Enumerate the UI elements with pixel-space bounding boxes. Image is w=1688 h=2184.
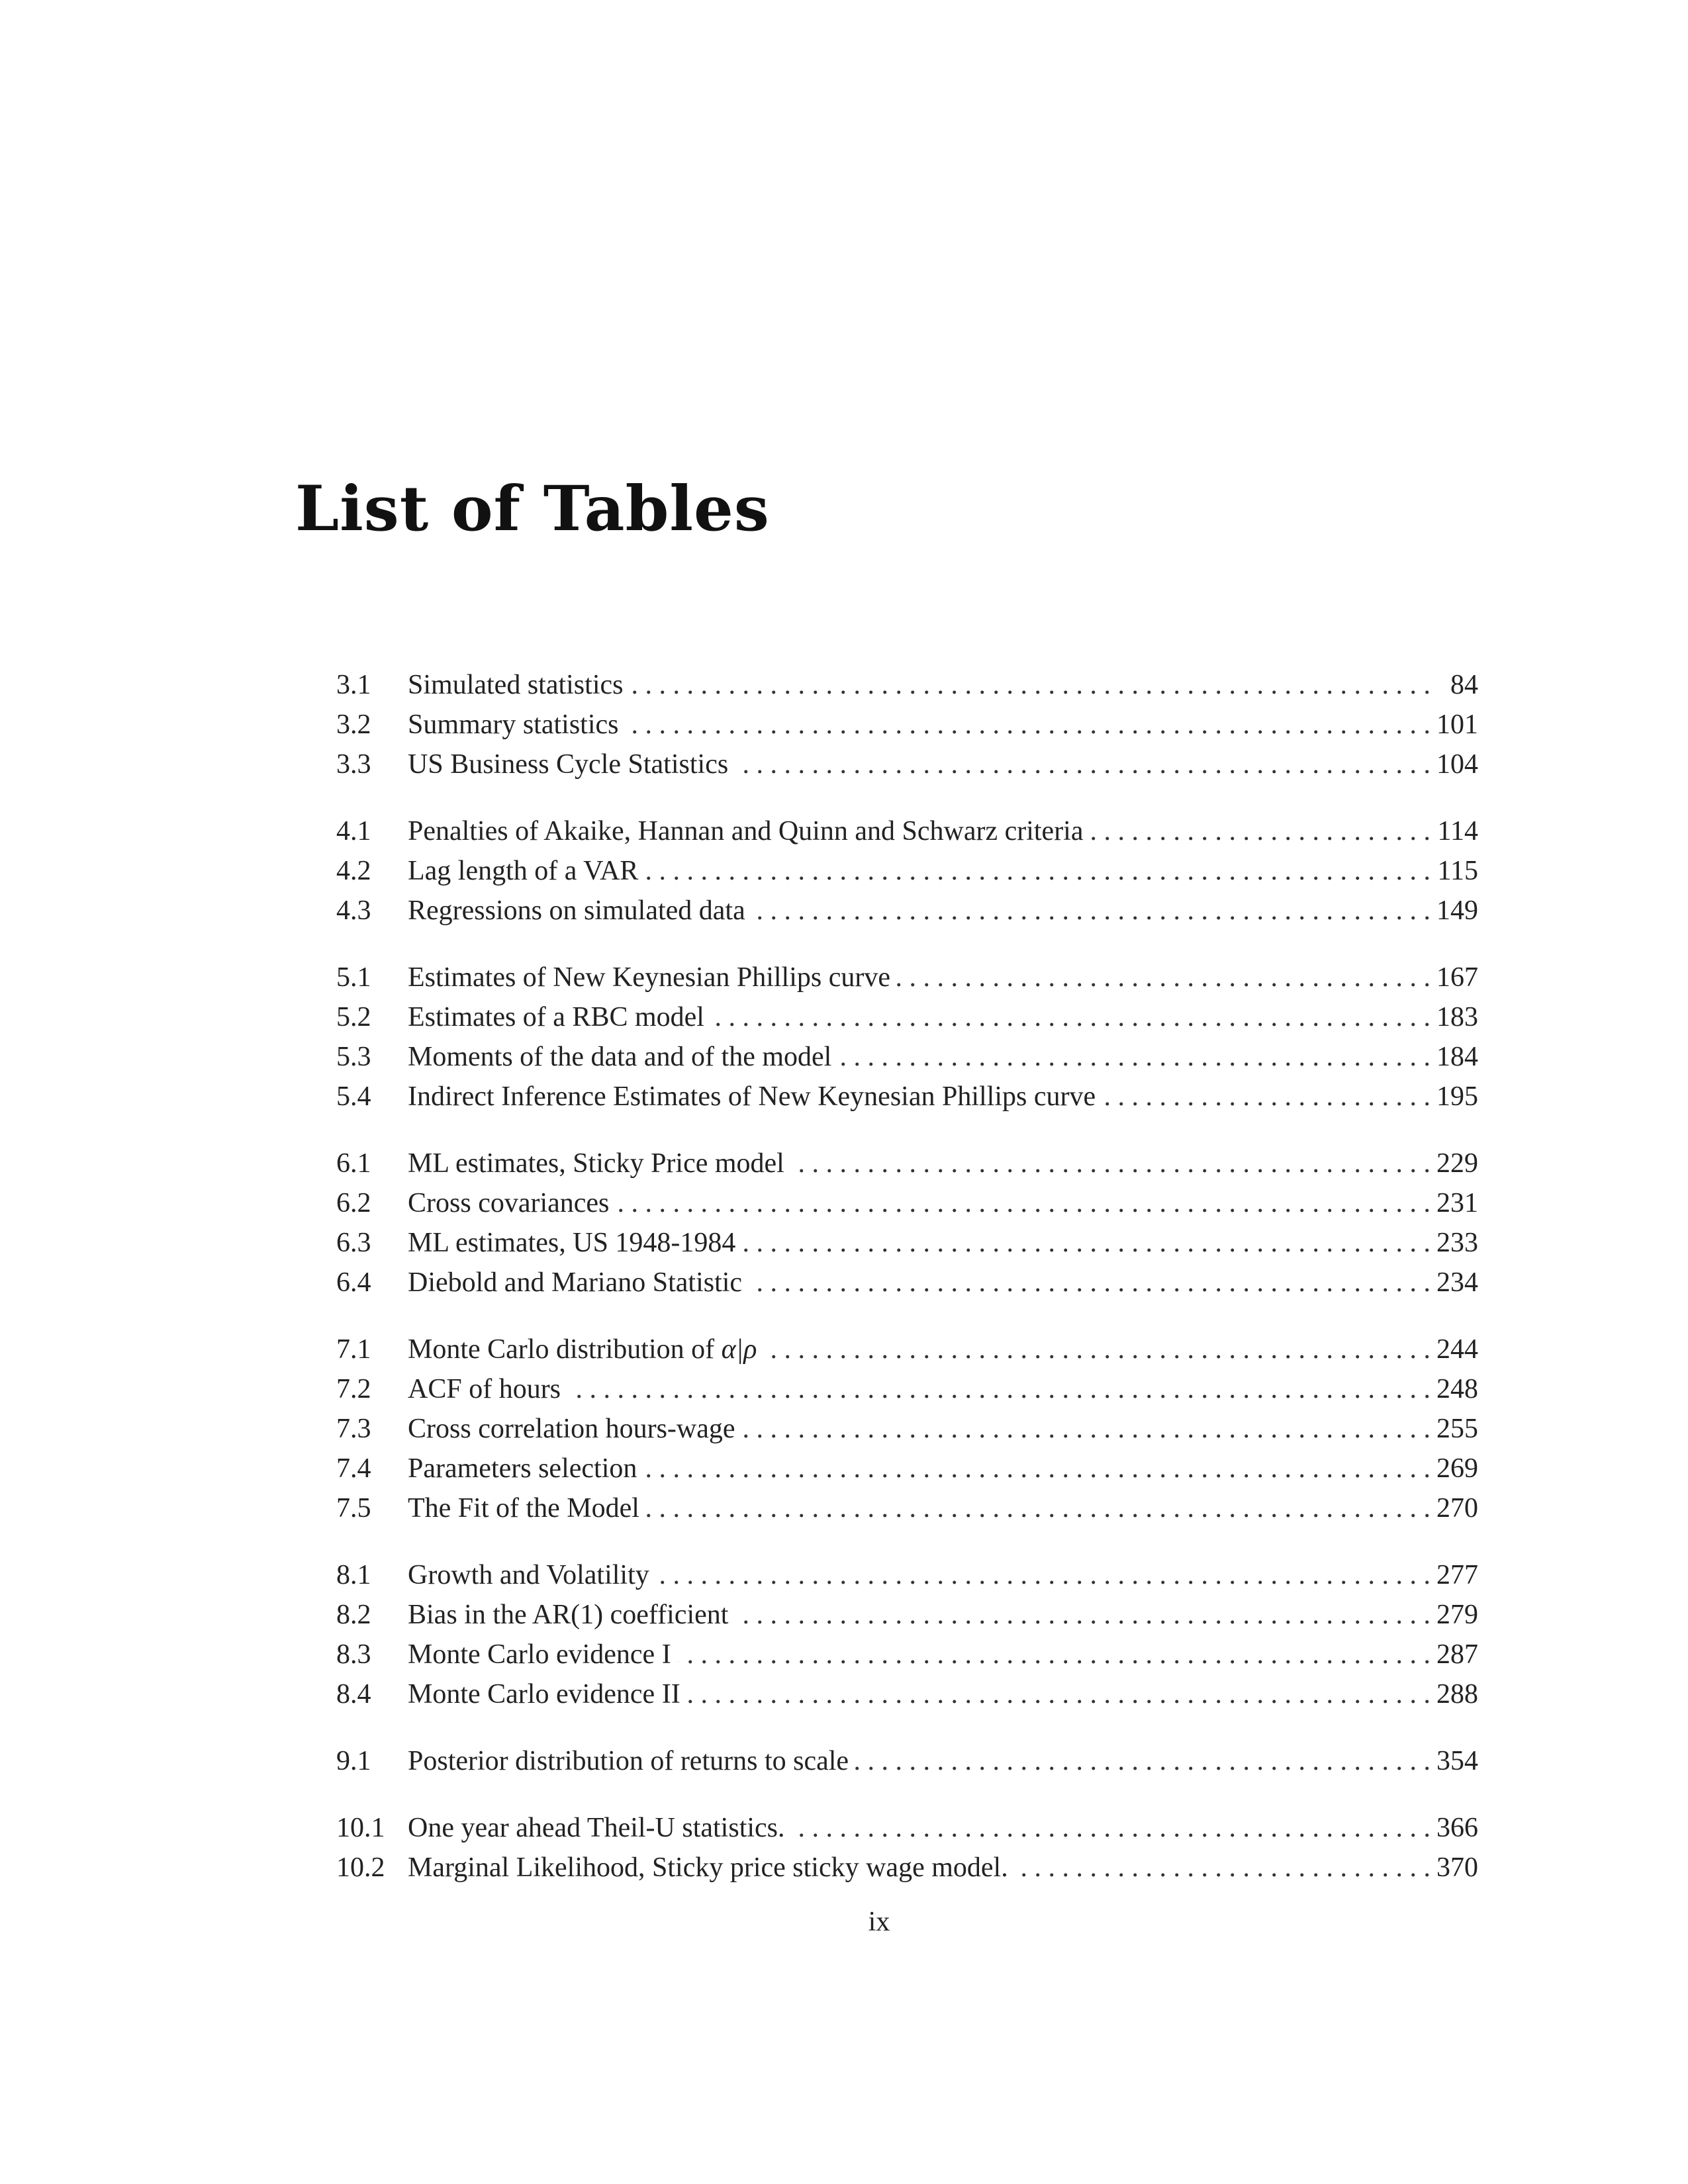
entry-title-text: Parameters selection xyxy=(408,1453,637,1484)
entry-title-text: US Business Cycle Statistics xyxy=(408,749,729,780)
entry-number: 7.3 xyxy=(336,1414,371,1444)
entry-title[interactable] xyxy=(408,851,645,891)
toc-entry[interactable] xyxy=(336,1488,1478,1528)
entry-title[interactable] xyxy=(408,1037,838,1077)
entry-title-text: Lag length of a VAR xyxy=(408,856,639,886)
dot-leader xyxy=(645,851,1430,891)
entry-number: 5.1 xyxy=(336,962,371,993)
toc-group xyxy=(336,1741,1478,1781)
entry-number: 3.1 xyxy=(336,670,371,700)
entry-number: 8.3 xyxy=(336,1639,371,1670)
entry-title-text: ACF of hours xyxy=(408,1374,561,1404)
dot-leader xyxy=(656,1555,1430,1595)
entry-number: 4.3 xyxy=(336,895,371,926)
page-title: List of Tables xyxy=(295,473,770,545)
dot-leader xyxy=(735,745,1430,784)
entry-page-number: 270 xyxy=(1436,1493,1478,1524)
entry-title[interactable] xyxy=(408,745,735,784)
dot-leader xyxy=(791,1144,1430,1183)
entry-page-number: 101 xyxy=(1436,709,1478,740)
entry-page-number: 255 xyxy=(1436,1414,1478,1444)
entry-title-text: ML estimates, US 1948-1984 xyxy=(408,1228,736,1258)
entry-number: 5.2 xyxy=(336,1002,371,1032)
entry-title[interactable] xyxy=(408,1409,742,1449)
dot-leader xyxy=(792,1808,1430,1848)
dot-leader xyxy=(752,891,1430,931)
dot-leader xyxy=(646,1488,1430,1528)
toc-entry[interactable] xyxy=(336,665,1478,705)
entry-number: 10.2 xyxy=(336,1852,385,1883)
page-number: ix xyxy=(868,1907,890,1937)
entry-page-number: 366 xyxy=(1436,1813,1478,1843)
dot-leader xyxy=(838,1037,1430,1077)
entry-title-text: Summary statistics xyxy=(408,709,619,740)
dot-leader xyxy=(735,1595,1430,1635)
dot-leader xyxy=(763,1330,1430,1369)
entry-page-number: 115 xyxy=(1437,856,1478,886)
entry-page-number: 287 xyxy=(1436,1639,1478,1670)
entry-page-number: 84 xyxy=(1450,670,1478,700)
entry-title[interactable] xyxy=(408,705,626,745)
toc-entry[interactable] xyxy=(336,1674,1478,1714)
entry-title-text: One year ahead Theil-U statistics. xyxy=(408,1813,785,1843)
entry-title-text: Diebold and Mariano Statistic xyxy=(408,1267,743,1298)
entry-number: 6.1 xyxy=(336,1148,371,1179)
entry-title[interactable] xyxy=(408,1595,735,1635)
entry-title[interactable] xyxy=(408,1635,678,1674)
dot-leader xyxy=(897,958,1430,997)
entry-page-number: 277 xyxy=(1436,1560,1478,1590)
entry-title[interactable] xyxy=(408,1263,749,1302)
toc-entry[interactable] xyxy=(336,958,1478,997)
entry-page-number: 248 xyxy=(1436,1374,1478,1404)
entry-number: 8.1 xyxy=(336,1560,371,1590)
entry-number: 9.1 xyxy=(336,1746,371,1776)
entry-number: 3.2 xyxy=(336,709,371,740)
entry-title[interactable] xyxy=(408,1330,763,1369)
toc-group xyxy=(336,1808,1478,1888)
entry-title[interactable] xyxy=(408,1449,643,1488)
toc-entry[interactable] xyxy=(336,745,1478,784)
entry-number: 8.2 xyxy=(336,1600,371,1630)
toc-group xyxy=(336,1144,1478,1302)
toc-entry[interactable] xyxy=(336,891,1478,931)
entry-title-text: Growth and Volatility xyxy=(408,1560,649,1590)
dot-leader xyxy=(1102,1077,1430,1116)
toc-entry[interactable] xyxy=(336,1555,1478,1595)
entry-title-text: Penalties of Akaike, Hannan and Quinn and Schwarz criteria xyxy=(408,816,1084,846)
dot-leader xyxy=(626,705,1431,745)
entry-title-text: Simulated statistics xyxy=(408,670,624,700)
toc-entry[interactable] xyxy=(336,1037,1478,1077)
entry-title-text: Estimates of a RBC model xyxy=(408,1002,704,1032)
entry-number: 4.2 xyxy=(336,856,371,886)
entry-title-text: Bias in the AR(1) coefficient xyxy=(408,1600,729,1630)
entry-title-text: Posterior distribution of returns to scale xyxy=(408,1746,849,1776)
dot-leader xyxy=(855,1741,1430,1781)
dot-leader xyxy=(742,1223,1430,1263)
entry-title[interactable] xyxy=(408,1674,687,1714)
dot-leader xyxy=(630,665,1430,705)
entry-title-text: Cross correlation hours-wage xyxy=(408,1414,735,1444)
toc-entry[interactable] xyxy=(336,1449,1478,1488)
entry-page-number: 279 xyxy=(1436,1600,1478,1630)
dot-leader xyxy=(643,1449,1430,1488)
entry-number: 7.2 xyxy=(336,1374,371,1404)
entry-title[interactable] xyxy=(408,811,1090,851)
entry-page-number: 233 xyxy=(1436,1228,1478,1258)
entry-number: 5.4 xyxy=(336,1081,371,1112)
entry-title-text: ML estimates, Sticky Price model xyxy=(408,1148,784,1179)
entry-title-text: Monte Carlo evidence I xyxy=(408,1639,671,1670)
entry-number: 6.4 xyxy=(336,1267,371,1298)
toc-entry[interactable] xyxy=(336,1183,1478,1223)
toc-group xyxy=(336,1555,1478,1714)
toc-entry[interactable] xyxy=(336,705,1478,745)
entry-page-number: 288 xyxy=(1436,1679,1478,1709)
entry-page-number: 354 xyxy=(1436,1746,1478,1776)
entry-title[interactable] xyxy=(408,891,752,931)
entry-page-number: 244 xyxy=(1436,1334,1478,1365)
entry-page-number: 149 xyxy=(1436,895,1478,926)
toc-entry[interactable] xyxy=(336,1848,1478,1888)
entry-title[interactable] xyxy=(408,1848,1015,1888)
entry-page-number: 114 xyxy=(1437,816,1478,846)
dot-leader xyxy=(711,997,1430,1037)
entry-title[interactable] xyxy=(408,1808,792,1848)
toc-entry[interactable] xyxy=(336,851,1478,891)
entry-title[interactable] xyxy=(408,1369,567,1409)
entry-title-text: Estimates of New Keynesian Phillips curve xyxy=(408,962,891,993)
entry-number: 6.2 xyxy=(336,1188,371,1218)
entry-title[interactable] xyxy=(408,997,711,1037)
toc-entry[interactable] xyxy=(336,1808,1478,1848)
toc-entry[interactable] xyxy=(336,1369,1478,1409)
dot-leader xyxy=(616,1183,1430,1223)
toc-entry[interactable] xyxy=(336,1263,1478,1302)
entry-title-text: Monte Carlo distribution of xyxy=(408,1334,722,1365)
entry-page-number: 269 xyxy=(1436,1453,1478,1484)
toc-group xyxy=(336,811,1478,931)
dot-leader xyxy=(1090,811,1431,851)
toc-group xyxy=(336,958,1478,1116)
toc-entry[interactable] xyxy=(336,997,1478,1037)
entry-title[interactable] xyxy=(408,1555,656,1595)
entry-title[interactable] xyxy=(408,1183,616,1223)
entry-page-number: 104 xyxy=(1436,749,1478,780)
dot-leader xyxy=(742,1409,1430,1449)
toc-group xyxy=(336,665,1478,784)
list-of-tables xyxy=(336,665,1478,1915)
entry-title[interactable] xyxy=(408,1144,791,1183)
dot-leader xyxy=(749,1263,1430,1302)
toc-entry[interactable] xyxy=(336,1635,1478,1674)
entry-title-text: Regressions on simulated data xyxy=(408,895,745,926)
entry-title[interactable] xyxy=(408,665,630,705)
entry-title-text: Cross covariances xyxy=(408,1188,610,1218)
toc-entry[interactable] xyxy=(336,1223,1478,1263)
toc-entry[interactable] xyxy=(336,811,1478,851)
entry-page-number: 184 xyxy=(1436,1042,1478,1072)
entry-number: 8.4 xyxy=(336,1679,371,1709)
entry-title-text: Moments of the data and of the model xyxy=(408,1042,832,1072)
entry-page-number: 234 xyxy=(1436,1267,1478,1298)
toc-group xyxy=(336,1330,1478,1528)
entry-title[interactable] xyxy=(408,1223,742,1263)
entry-title-text: Monte Carlo evidence II xyxy=(408,1679,680,1709)
entry-number: 7.1 xyxy=(336,1334,371,1365)
entry-title-math: α|ρ xyxy=(721,1334,757,1365)
dot-leader xyxy=(1015,1848,1430,1888)
entry-title[interactable] xyxy=(408,958,897,997)
entry-number: 6.3 xyxy=(336,1228,371,1258)
toc-entry[interactable] xyxy=(336,1330,1478,1369)
entry-title-text: The Fit of the Model xyxy=(408,1493,639,1524)
entry-page-number: 370 xyxy=(1436,1852,1478,1883)
entry-title[interactable] xyxy=(408,1741,855,1781)
toc-entry[interactable] xyxy=(336,1077,1478,1116)
entry-number: 3.3 xyxy=(336,749,371,780)
entry-number: 10.1 xyxy=(336,1813,385,1843)
entry-number: 7.5 xyxy=(336,1493,371,1524)
entry-page-number: 229 xyxy=(1436,1148,1478,1179)
toc-entry[interactable] xyxy=(336,1144,1478,1183)
toc-entry[interactable] xyxy=(336,1741,1478,1781)
toc-entry[interactable] xyxy=(336,1595,1478,1635)
dot-leader xyxy=(567,1369,1430,1409)
entry-page-number: 183 xyxy=(1436,1002,1478,1032)
entry-title-text: Marginal Likelihood, Sticky price sticky wage model. xyxy=(408,1852,1008,1883)
entry-number: 4.1 xyxy=(336,816,371,846)
entry-page-number: 195 xyxy=(1436,1081,1478,1112)
entry-number: 5.3 xyxy=(336,1042,371,1072)
entry-page-number: 231 xyxy=(1436,1188,1478,1218)
entry-number: 7.4 xyxy=(336,1453,371,1484)
entry-title-text: Indirect Inference Estimates of New Keynesian Phillips curve xyxy=(408,1081,1096,1112)
toc-entry[interactable] xyxy=(336,1409,1478,1449)
dot-leader xyxy=(687,1674,1430,1714)
entry-page-number: 167 xyxy=(1436,962,1478,993)
entry-title[interactable] xyxy=(408,1077,1102,1116)
dot-leader xyxy=(678,1635,1430,1674)
entry-title[interactable] xyxy=(408,1488,646,1528)
